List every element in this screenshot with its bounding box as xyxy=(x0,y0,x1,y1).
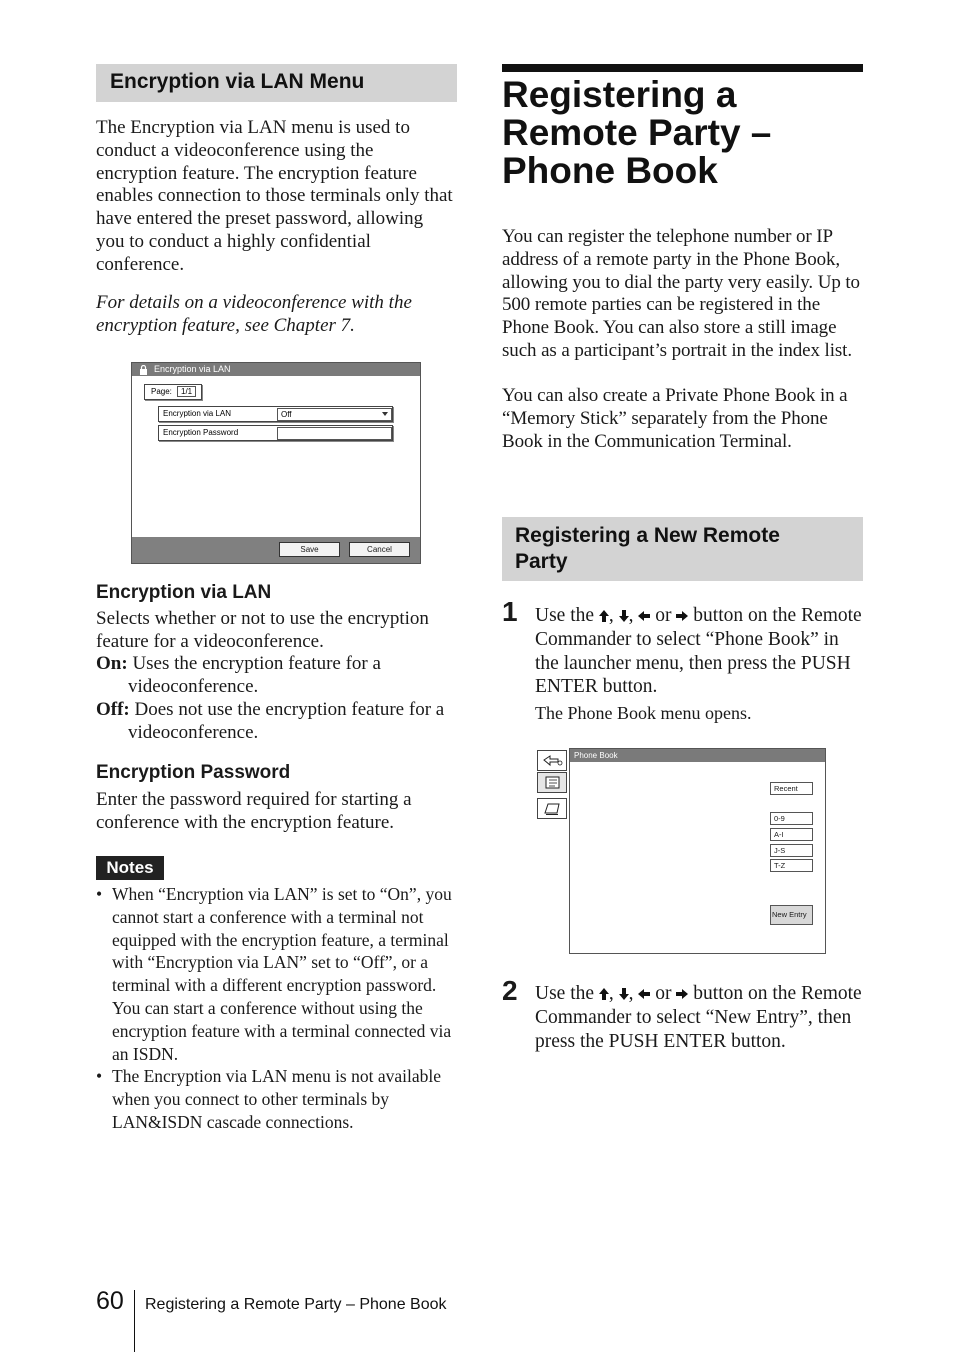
section-header-encryption-menu xyxy=(96,64,457,102)
chapter-reference-note: For details on a videoconference with the encryption feature, see Chapter 7. xyxy=(96,292,412,336)
step-1-text-pre: Use the xyxy=(535,605,595,626)
back-arrow-icon xyxy=(538,751,566,770)
encryption-lan-description: Selects whether or not to use the encryption feature for a videoconference. xyxy=(96,608,429,652)
title-rule xyxy=(502,64,863,72)
phone-book-icon xyxy=(538,773,566,792)
step-2-text-pre: Use the xyxy=(535,983,595,1004)
list-item: • When “Encryption via LAN” is set to “On”, you cannot start a conference with a terminal not equipped with the encryption feature, a terminal with “Encryption via LAN” set to “Off”, or a terminal with a different encryption password. You can start a conference without using the encryption feature with a terminal connected via an ISDN. xyxy=(96,883,456,1065)
off-term: Off: xyxy=(96,699,130,720)
range-button-0-9[interactable]: 0-9 xyxy=(770,812,813,825)
phone-book-window xyxy=(569,748,826,954)
screen-title: Encryption via LAN xyxy=(154,364,231,374)
book-icon xyxy=(538,799,566,818)
arrow-right-icon xyxy=(676,611,688,621)
encryption-lan-row[interactable] xyxy=(158,406,393,422)
screen-titlebar xyxy=(132,363,420,376)
arrow-up-icon xyxy=(599,610,609,622)
phone-book-titlebar xyxy=(570,749,825,762)
range-button-t-z[interactable]: T-Z xyxy=(770,859,813,872)
section-header-new-remote-party xyxy=(502,517,863,581)
encryption-password-input[interactable] xyxy=(277,427,392,440)
encryption-lan-label: Encryption via LAN xyxy=(163,409,232,418)
recent-button[interactable]: Recent xyxy=(770,782,813,795)
page-value: 1/1 xyxy=(177,386,196,397)
footer-divider xyxy=(134,1290,135,1352)
section-title: Registering a New Remote Party xyxy=(515,524,780,573)
encryption-password-heading: Encryption Password xyxy=(96,762,291,783)
chevron-down-icon xyxy=(382,412,388,416)
off-description: Does not use the encryption feature for a videoconference. xyxy=(128,699,445,743)
on-definition xyxy=(96,653,488,699)
notes-list xyxy=(96,883,456,1134)
launcher-icon-phonebook[interactable] xyxy=(537,772,567,793)
lock-icon xyxy=(139,365,148,379)
page-number: 60 xyxy=(96,1287,124,1315)
arrow-left-icon xyxy=(638,989,650,999)
running-title: Registering a Remote Party – Phone Book xyxy=(145,1296,447,1313)
arrow-up-icon xyxy=(599,988,609,1000)
step-number-2: 2 xyxy=(502,975,518,1006)
intro-paragraph: The Encryption via LAN menu is used to conduct a videoconference using the encryption feature. The encryption feature enables connection to those terminals only that have entered the preset password, allowing you to conduct a highly confidential conference. xyxy=(96,117,453,275)
separator: , xyxy=(628,983,634,1004)
arrow-left-icon xyxy=(638,611,650,621)
encryption-password-description: Enter the password required for starting a conference with the encryption feature. xyxy=(96,789,412,833)
launcher-icon-back[interactable] xyxy=(537,750,567,771)
step-2-instruction xyxy=(535,982,863,1053)
new-entry-button[interactable]: New Entry xyxy=(770,905,813,925)
separator: , xyxy=(628,605,634,626)
on-term: On: xyxy=(96,653,128,674)
step-number-1: 1 xyxy=(502,596,518,627)
save-button[interactable]: Save xyxy=(279,542,340,557)
phone-book-screenshot xyxy=(536,748,828,956)
screen-button-bar xyxy=(132,537,420,563)
launcher-icon-book[interactable] xyxy=(537,798,567,819)
step-1-result: The Phone Book menu opens. xyxy=(535,703,752,723)
step-1-text-post: button on the Remote Commander to select “Phone Book” in the launcher menu, then press the PUSH ENTER button. xyxy=(535,605,862,698)
arrow-right-icon xyxy=(676,989,688,999)
arrow-down-icon xyxy=(619,610,629,622)
cancel-button[interactable]: Cancel xyxy=(349,542,410,557)
range-button-j-s[interactable]: J-S xyxy=(770,844,813,857)
encryption-password-label: Encryption Password xyxy=(163,428,239,437)
separator: , xyxy=(608,983,614,1004)
encryption-lan-select[interactable] xyxy=(277,408,392,421)
step-1-instruction xyxy=(535,604,863,699)
off-definition xyxy=(96,699,488,745)
page-label: Page: xyxy=(151,387,172,396)
range-button-a-i[interactable]: A-I xyxy=(770,828,813,841)
notes-badge: Notes xyxy=(96,856,164,880)
encryption-lan-value: Off xyxy=(281,410,292,419)
page-indicator xyxy=(144,384,202,400)
on-description: Uses the encryption feature for a videoconference. xyxy=(128,653,381,697)
separator: , xyxy=(608,605,614,626)
encryption-password-row[interactable] xyxy=(158,425,393,441)
list-item: • The Encryption via LAN menu is not available when you connect to other terminals by LAN&ISDN cascade connections. xyxy=(96,1065,456,1133)
encryption-lan-heading: Encryption via LAN xyxy=(96,582,272,603)
intro-paragraph-2: You can also create a Private Phone Book in a “Memory Stick” separately from the Phone Book in the Communication Terminal. xyxy=(502,385,848,452)
encryption-menu-screenshot xyxy=(131,362,421,564)
step-2-text-post: button on the Remote Commander to select “New Entry”, then press the PUSH ENTER button. xyxy=(535,983,862,1052)
page-title: Registering a Remote Party – Phone Book xyxy=(502,74,772,191)
or-text: or xyxy=(655,983,672,1004)
or-text: or xyxy=(655,605,672,626)
phone-book-title: Phone Book xyxy=(574,751,618,760)
section-title: Encryption via LAN Menu xyxy=(110,70,365,93)
arrow-down-icon xyxy=(619,988,629,1000)
intro-paragraph-1: You can register the telephone number or IP address of a remote party in the Phone Book, allowing you to dial the party very easily. Up to 500 remote parties can be registered in the Phone Book. You can also store a still image such as a participant’s portrait in the index list. xyxy=(502,226,860,361)
